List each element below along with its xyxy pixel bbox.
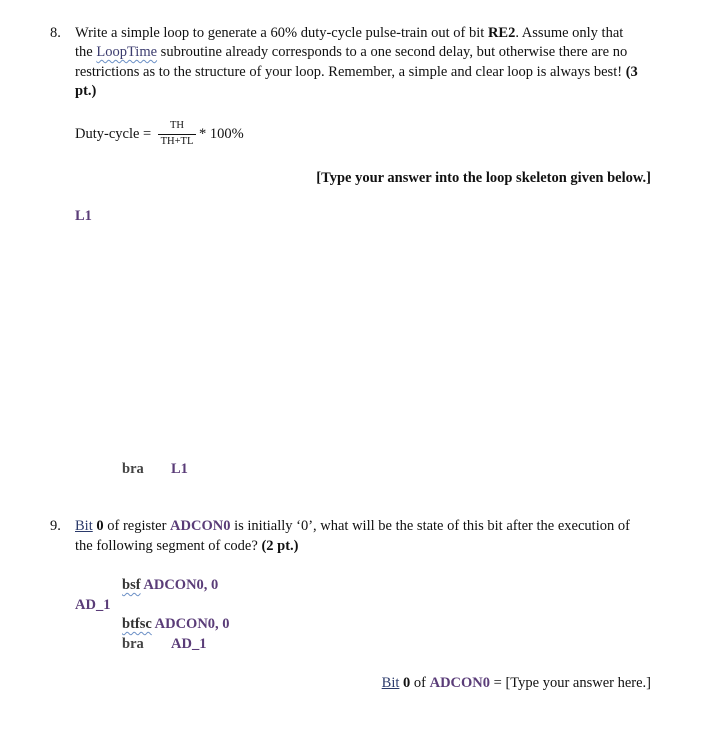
q8-points-a: (3 <box>625 64 638 80</box>
q9-line1-mid: of register <box>103 518 171 534</box>
answer-bit: Bit <box>381 675 400 691</box>
code-bra-target: AD_1 <box>171 636 207 652</box>
code-bsf-args: ADCON0, 0 <box>140 577 219 593</box>
code-btfsc-op: btfsc <box>122 616 152 632</box>
q9-line1-post: is initially ‘0’, what will be the state of this bit after the execution of <box>230 518 630 534</box>
code-btfsc-args: ADCON0, 0 <box>151 616 230 632</box>
loop-branch-target: L1 <box>171 461 188 477</box>
code-btfsc <box>122 615 230 634</box>
code-bsf-op: bsf <box>122 577 141 593</box>
answer-of: of <box>410 675 430 691</box>
q8-line1-post: . Assume only that <box>515 25 624 41</box>
q9-bit: Bit <box>75 518 93 534</box>
q8-instruction: [Type your answer into the loop skeleton given below.] <box>316 170 651 186</box>
loop-branch-op: bra <box>122 461 144 477</box>
q8-line1-pre: Write a simple loop to generate a 60% duty-cycle pulse-train out of bit <box>75 25 488 41</box>
duty-cycle-label: Duty-cycle = <box>75 126 152 142</box>
code-label-ad1: AD_1 <box>75 597 111 613</box>
q8-bit-re2: RE2 <box>487 25 516 41</box>
fraction-bar <box>158 134 196 135</box>
code-bra-op: bra <box>122 636 144 652</box>
fraction-numerator: TH <box>170 120 184 131</box>
code-bsf <box>122 576 218 595</box>
q8-line3-text: restrictions as to the structure of your loop. Remember, a simple and clear loop is always best! <box>75 64 626 80</box>
q8-line2-pre: the <box>75 44 97 60</box>
q9-bit-num: 0 <box>96 518 104 534</box>
q9-points: (2 pt.) <box>261 538 299 554</box>
q8-line2-post: subroutine already corresponds to a one second delay, but otherwise there are no <box>157 44 628 60</box>
q9-number: 9. <box>50 518 61 534</box>
fraction-denominator: TH+TL <box>160 136 194 147</box>
loop-label-l1: L1 <box>75 208 92 224</box>
q8-looptime: LoopTime <box>96 44 158 60</box>
answer-register: ADCON0 <box>429 675 491 691</box>
q9-line-1 <box>75 517 630 536</box>
q9-line-2 <box>75 537 299 556</box>
q8-line-3 <box>75 63 638 82</box>
answer-field[interactable]: = [Type your answer here.] <box>490 675 651 691</box>
q9-answer <box>382 674 651 693</box>
q8-points-b: pt.) <box>75 83 97 99</box>
duty-cycle-multiplier: * 100% <box>199 126 244 142</box>
q8-line-1 <box>75 24 623 43</box>
q8-line-2 <box>75 43 627 62</box>
q8-number: 8. <box>50 25 61 41</box>
q9-register: ADCON0 <box>170 518 231 534</box>
q9-line2-text: the following segment of code? <box>75 538 262 554</box>
answer-bit-num: 0 <box>403 675 411 691</box>
